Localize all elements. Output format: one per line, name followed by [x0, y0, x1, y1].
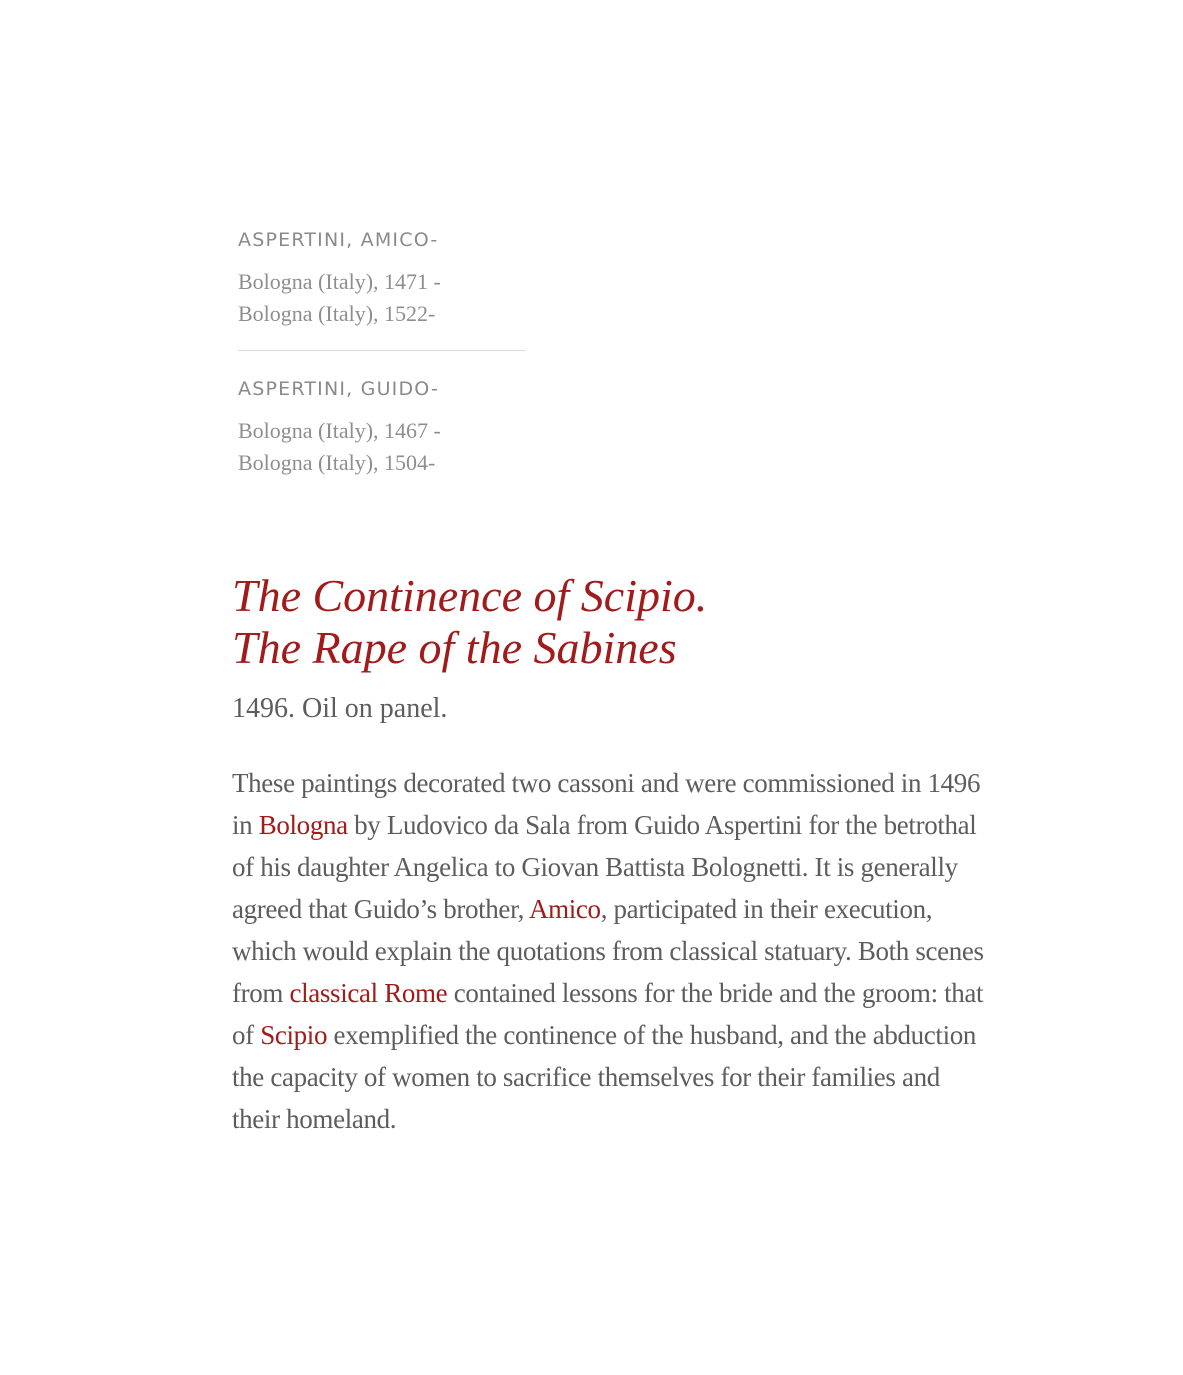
link-scipio[interactable]: Scipio — [260, 1020, 328, 1050]
artist-birth: Bologna (Italy), 1471 - — [238, 269, 441, 294]
description-text: These paintings decorated two cassoni and were commissioned in 1496 in — [232, 768, 981, 840]
artist-death: Bologna (Italy), 1504- — [238, 450, 436, 475]
artist-birth-death — [238, 266, 526, 330]
artist-list — [238, 226, 526, 499]
description-text: , participated in their execution, which would explain the quotations from classical statuary. Both scenes from — [232, 894, 984, 1008]
description-text: by Ludovico da Sala from Guido Aspertini for the betrothal of his daughter Angelica to Giovan Battista Bolognetti. It is generally agreed that Guido’s brother, — [232, 810, 977, 924]
description-text: contained lessons for the bride and the groom: that of — [232, 978, 984, 1050]
artwork-title — [232, 570, 992, 674]
description-text: exemplified the continence of the husband, and the abduction the capacity of women to sacrifice themselves for their families and their homeland. — [232, 1020, 977, 1134]
artist-birth: Bologna (Italy), 1467 - — [238, 418, 441, 443]
link-classical-rome[interactable]: classical Rome — [289, 978, 448, 1008]
artist-name-link[interactable]: ASPERTINI, AMICO- — [238, 229, 439, 251]
link-amico[interactable]: Amico — [528, 894, 601, 924]
artist-death: Bologna (Italy), 1522- — [238, 301, 436, 326]
artist-entry-guido — [238, 350, 526, 499]
artist-birth-death — [238, 415, 526, 479]
artwork-title-line: The Continence of Scipio. — [232, 570, 708, 621]
artwork-title-line: The Rape of the Sabines — [232, 622, 677, 673]
link-bologna[interactable]: Bologna — [258, 810, 348, 840]
artwork-date-medium: 1496. Oil on panel. — [232, 693, 448, 724]
artist-name-link[interactable]: ASPERTINI, GUIDO- — [238, 378, 440, 400]
artwork-section — [232, 570, 992, 1167]
artwork-description — [232, 762, 992, 1140]
artist-entry-amico — [238, 226, 526, 350]
